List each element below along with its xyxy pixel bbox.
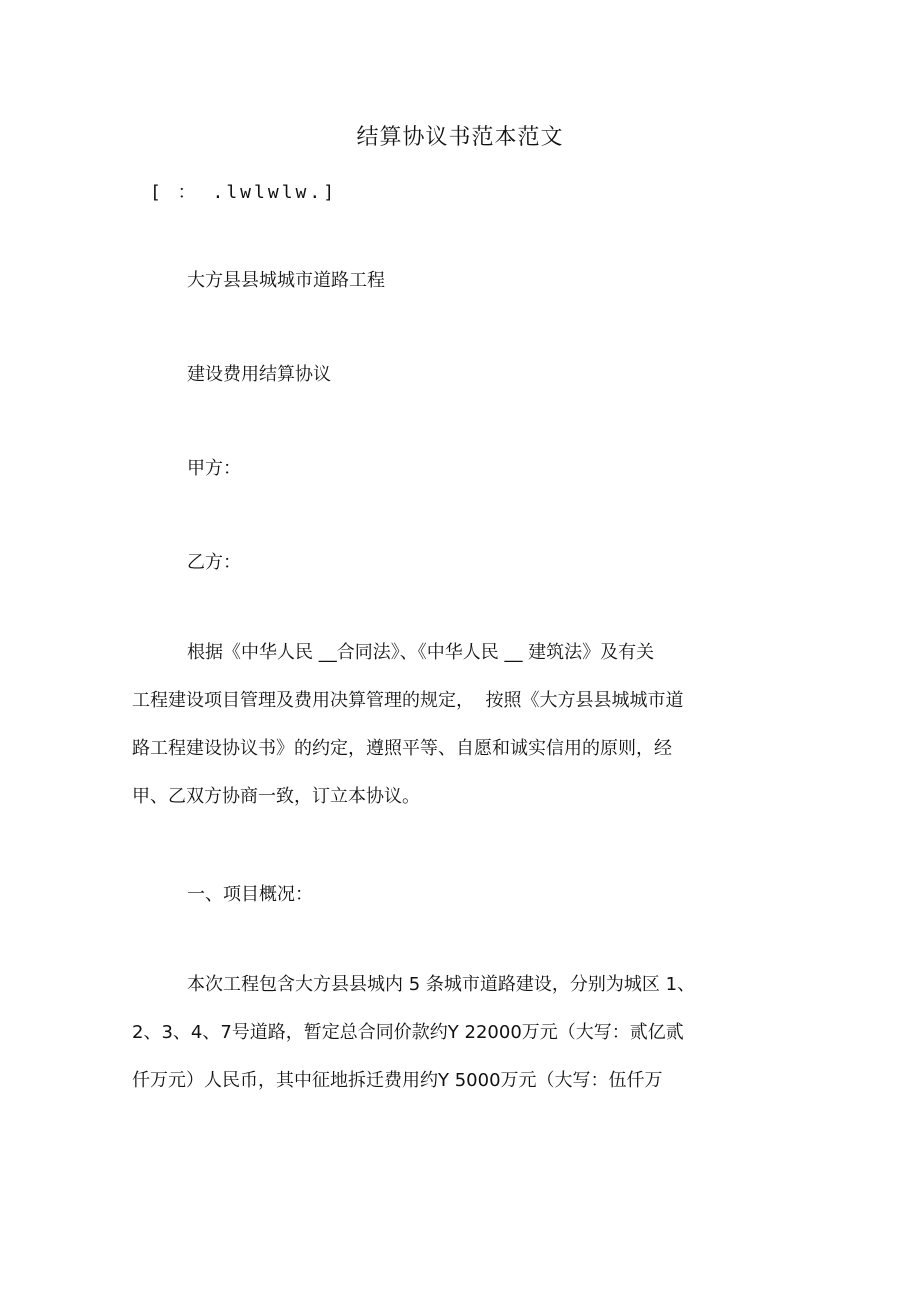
document-title: 结算协议书范本范文 [356,125,564,150]
party-a-label: 甲方： [187,458,241,479]
paragraph-line: 路工程建设协议书》的约定，遵照平等、自愿和诚实信用的原则，经 [132,738,672,759]
project-name: 大方县县城城市道路工程 [187,270,385,291]
paragraph-line: 2、3、4、7号道路，暂定总合同价款约Y 22000万元（大写：贰亿贰 [132,1022,684,1043]
paragraph-line: 仟万元）人民币，其中征地拆迁费用约Y 5000万元（大写：伍仟万 [132,1070,663,1091]
paragraph-line: 工程建设项目管理及费用决算管理的规定， 按照《大方县县城城市道 [132,690,684,711]
party-b-label: 乙方： [187,552,241,573]
project-overview-paragraph [132,961,732,1105]
section-heading: 一、项目概况： [187,884,313,905]
paragraph-line: 甲、乙双方协商一致，订立本协议。 [132,786,420,807]
paragraph-line: 根据《中华人民 __合同法》、《中华人民 __ 建筑法》及有关 [187,642,655,663]
agreement-name: 建设费用结算协议 [187,364,331,385]
intro-paragraph [132,629,732,821]
source-note: [ ： .lwlwlw.] [150,182,338,203]
paragraph-line: 本次工程包含大方县县城内 5 条城市道路建设，分别为城区 1、 [187,974,696,995]
